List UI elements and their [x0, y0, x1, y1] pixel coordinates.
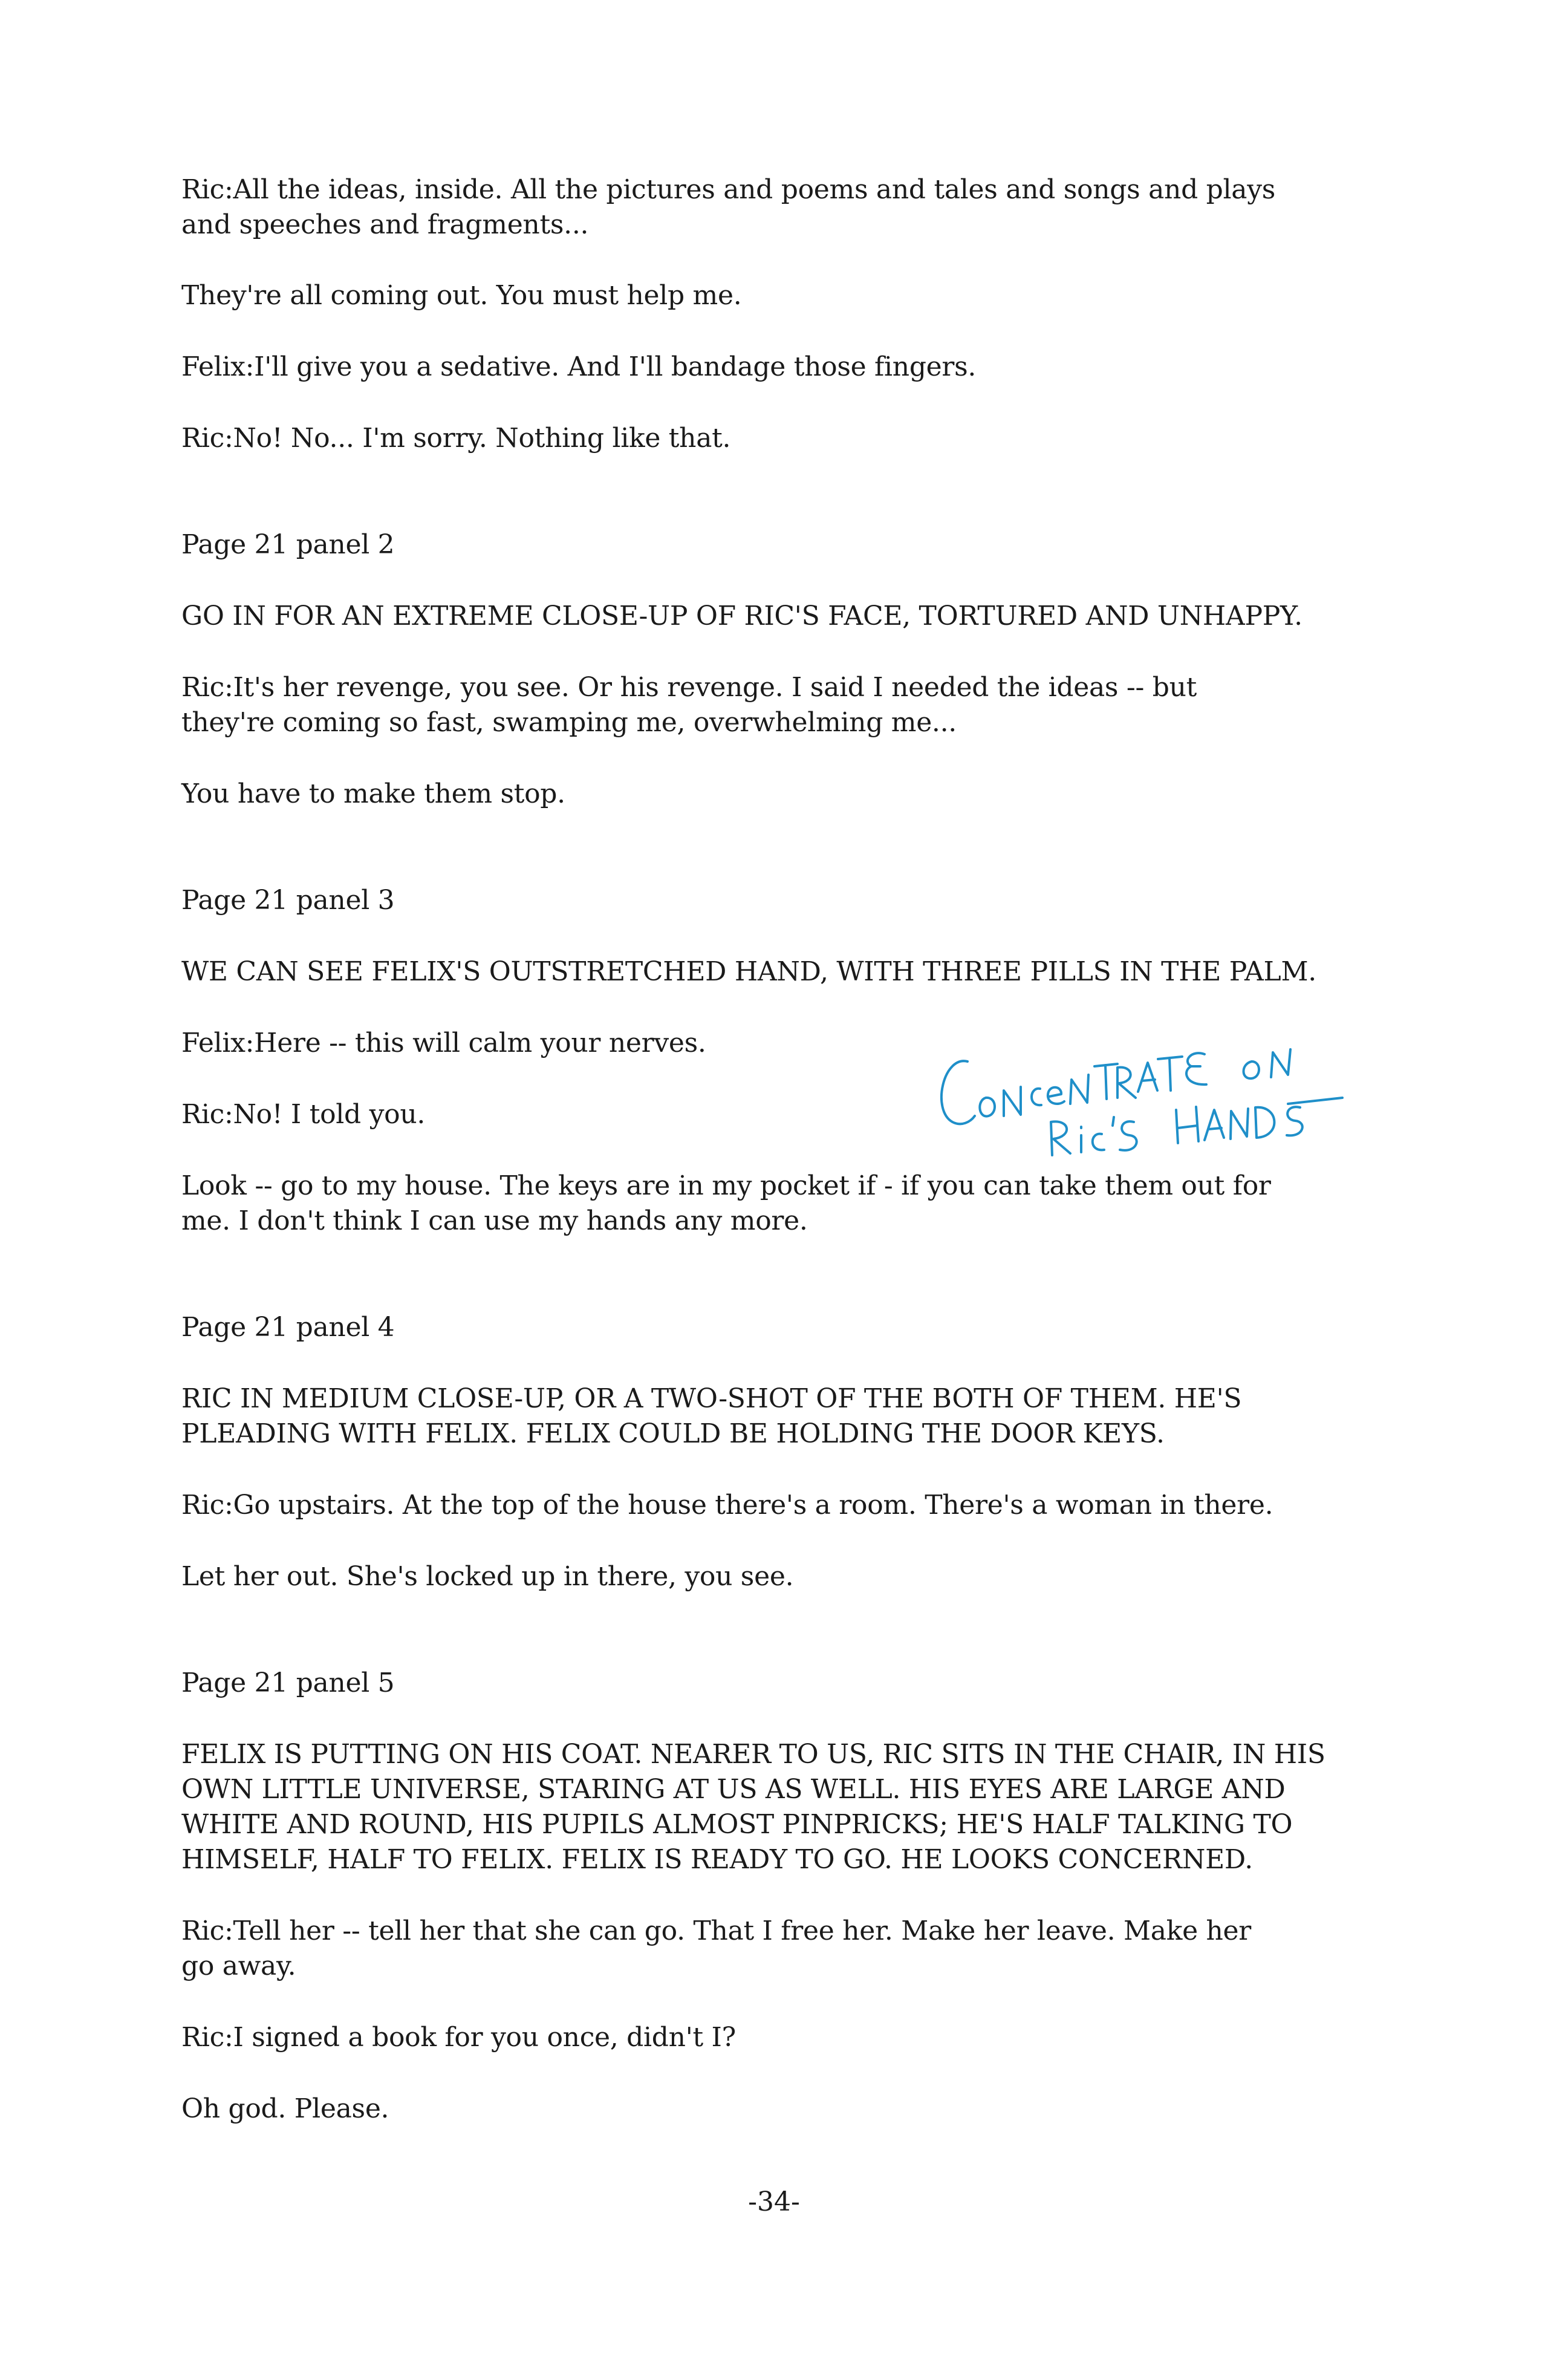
panel-description: FELIX IS PUTTING ON HIS COAT. NEARER TO US, RIC SITS IN THE CHAIR, IN HIS	[181, 1739, 1325, 1770]
dialogue-line: Ric:It's her revenge, you see. Or his revenge. I said I needed the ideas -- but	[181, 672, 1197, 703]
dialogue-line: they're coming so fast, swamping me, overwhelming me...	[181, 707, 957, 738]
panel-description: OWN LITTLE UNIVERSE, STARING AT US AS WELL. HIS EYES ARE LARGE AND	[181, 1774, 1286, 1805]
dialogue-line: Ric:Tell her -- tell her that she can go. That I free her. Make her leave. Make her	[181, 1915, 1252, 1946]
dialogue-line: Felix:Here -- this will calm your nerves.	[181, 1028, 706, 1058]
dialogue-line: Look -- go to my house. The keys are in my pocket if - if you can take them out for	[181, 1170, 1271, 1201]
dialogue-line: Ric:No! I told you.	[181, 1099, 426, 1130]
dialogue-line: Oh god. Please.	[181, 2093, 389, 2124]
panel-heading: Page 21 panel 2	[181, 529, 395, 560]
dialogue-line: Ric:Go upstairs. At the top of the house there's a room. There's a woman in there.	[181, 1490, 1273, 1521]
panel-description: WHITE AND ROUND, HIS PUPILS ALMOST PINPRICKS; HE'S HALF TALKING TO	[181, 1809, 1293, 1840]
dialogue-line: me. I don't think I can use my hands any more.	[181, 1205, 808, 1236]
panel-description: GO IN FOR AN EXTREME CLOSE-UP OF RIC'S FACE, TORTURED AND UNHAPPY.	[181, 601, 1302, 631]
panel-description: RIC IN MEDIUM CLOSE-UP, OR A TWO-SHOT OF THE BOTH OF THEM. HE'S	[181, 1383, 1242, 1414]
panel-heading: Page 21 panel 4	[181, 1312, 395, 1343]
panel-description: PLEADING WITH FELIX. FELIX COULD BE HOLDING THE DOOR KEYS.	[181, 1418, 1165, 1449]
dialogue-line: You have to make them stop.	[181, 778, 565, 809]
panel-heading: Page 21 panel 3	[181, 885, 395, 916]
dialogue-line: Felix:I'll give you a sedative. And I'll bandage those fingers.	[181, 351, 977, 382]
panel-heading: Page 21 panel 5	[181, 1668, 395, 1698]
page-number: -34-	[748, 2186, 800, 2217]
dialogue-line: Ric:All the ideas, inside. All the pictures and poems and tales and songs and plays	[181, 174, 1276, 205]
dialogue-line: They're all coming out. You must help me.	[181, 280, 742, 311]
dialogue-line: Ric:No! No... I'm sorry. Nothing like that.	[181, 423, 731, 454]
dialogue-line: go away.	[181, 1951, 296, 1981]
panel-description: WE CAN SEE FELIX'S OUTSTRETCHED HAND, WITH THREE PILLS IN THE PALM.	[181, 956, 1316, 987]
dialogue-line: Ric:I signed a book for you once, didn't I?	[181, 2022, 736, 2053]
dialogue-line: Let her out. She's locked up in there, you see.	[181, 1561, 794, 1592]
dialogue-line: and speeches and fragments...	[181, 209, 589, 240]
panel-description: HIMSELF, HALF TO FELIX. FELIX IS READY TO GO. HE LOOKS CONCERNED.	[181, 1844, 1253, 1875]
handwritten-annotation	[925, 1019, 1348, 1158]
